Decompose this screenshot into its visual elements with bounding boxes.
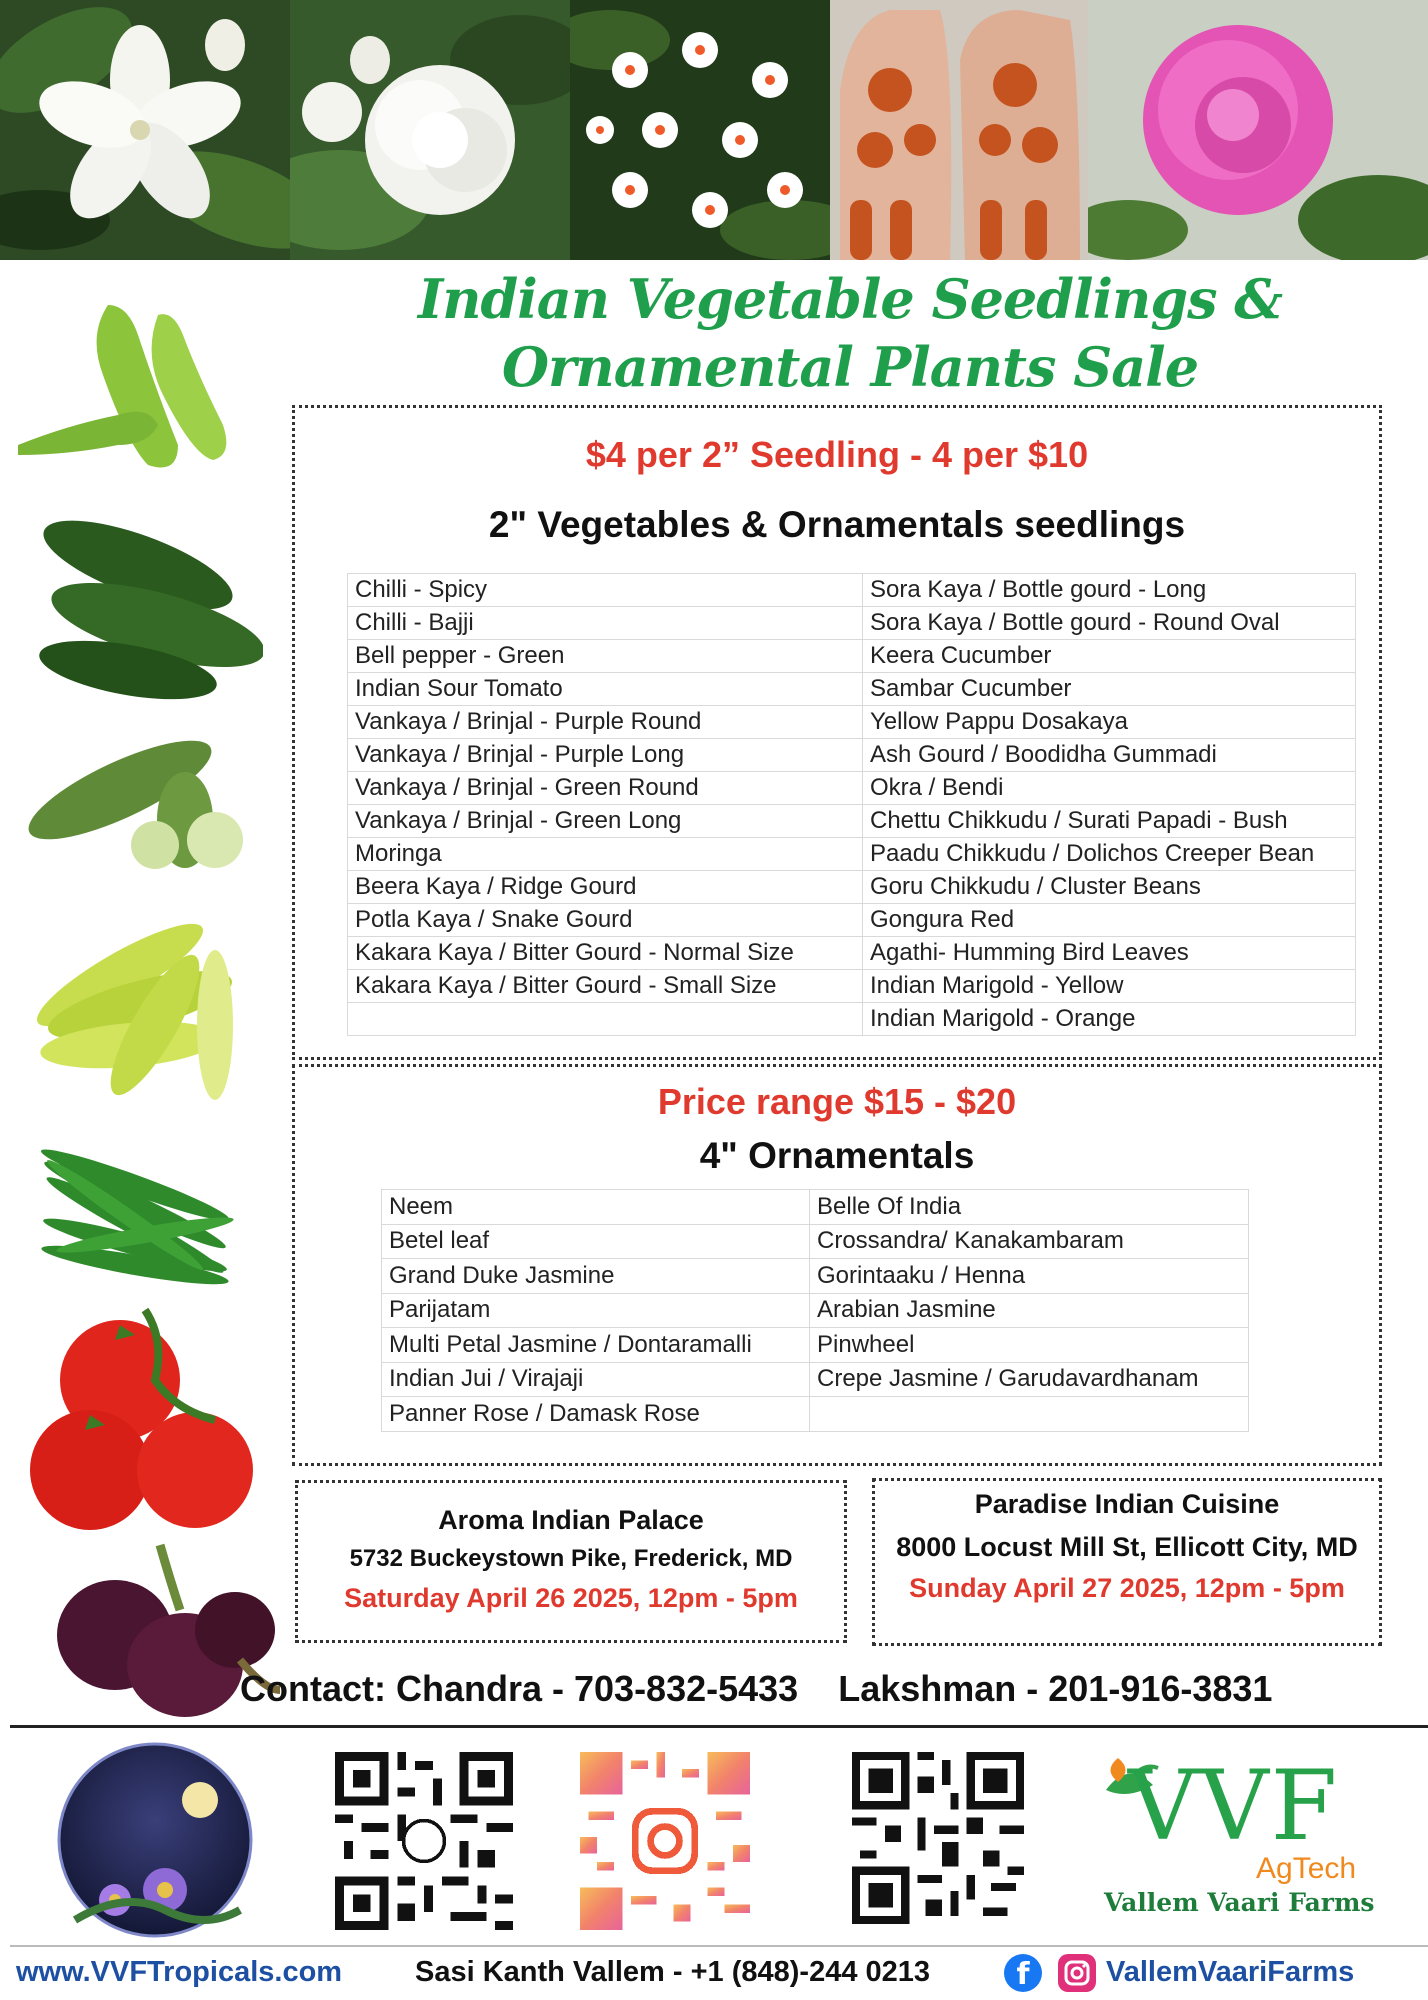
- table-row: [348, 607, 1356, 640]
- venue-name: Paradise Indian Cuisine: [974, 1489, 1280, 1519]
- table-cell: Multi Petal Jasmine / Dontaramalli: [382, 1328, 810, 1363]
- whatsapp-qr-code[interactable]: [335, 1752, 513, 1930]
- henna-palms-photo: [830, 0, 1088, 260]
- page-title-line1: Indian Vegetable Seedlings &: [417, 267, 1283, 331]
- table-cell: Chilli - Spicy: [348, 574, 863, 607]
- ornamentals-section: [292, 1064, 1382, 1466]
- ornamentals-price: Price range $15 - $20: [657, 1081, 1017, 1122]
- contact-line: Contact: Chandra - 703-832-5433 Lakshman - 201-916-3831: [240, 1668, 1273, 1709]
- table-cell: Paadu Chikkudu / Dolichos Creeper Bean: [863, 838, 1356, 871]
- bitter-gourd-image: [38, 505, 263, 705]
- table-cell: Sora Kaya / Bottle gourd - Long: [863, 574, 1356, 607]
- table-cell: Bell pepper - Green: [348, 640, 863, 673]
- footer-line: [0, 1952, 1428, 1996]
- table-cell: Indian Marigold - Yellow: [863, 970, 1356, 1003]
- table-cell: Indian Marigold - Orange: [863, 1003, 1356, 1036]
- table-cell: Crossandra/ Kanakambaram: [810, 1224, 1249, 1259]
- venue-frederick: [295, 1480, 847, 1643]
- table-cell: Vankaya / Brinjal - Green Round: [348, 772, 863, 805]
- venue-address: 8000 Locust Mill St, Ellicott City, MD: [896, 1532, 1358, 1562]
- table-cell: Arabian Jasmine: [810, 1293, 1249, 1328]
- seedling-price: $4 per 2” Seedling - 4 per $10: [585, 434, 1089, 475]
- table-cell: Keera Cucumber: [863, 640, 1356, 673]
- table-cell: Indian Sour Tomato: [348, 673, 863, 706]
- table-cell: Gongura Red: [863, 904, 1356, 937]
- table-row: [348, 1003, 1356, 1036]
- jasmine-photo: [0, 0, 290, 260]
- seedlings-section: [292, 405, 1382, 1060]
- pink-rose-photo: [1088, 0, 1428, 260]
- table-cell: Parijatam: [382, 1293, 810, 1328]
- venue-date: Saturday April 26 2025, 12pm - 5pm: [344, 1583, 798, 1613]
- table-cell: [810, 1397, 1249, 1432]
- facebook-icon[interactable]: f: [1004, 1954, 1042, 1992]
- table-row: [348, 739, 1356, 772]
- table-cell: Sora Kaya / Bottle gourd - Round Oval: [863, 607, 1356, 640]
- table-cell: Kakara Kaya / Bitter Gourd - Small Size: [348, 970, 863, 1003]
- bottle-gourd-image: [8, 295, 233, 480]
- tomato-image: [25, 1300, 265, 1540]
- instagram-qr-code[interactable]: [580, 1752, 750, 1930]
- table-row: [382, 1259, 1249, 1294]
- table-row: [348, 574, 1356, 607]
- seedlings-table: [347, 573, 1356, 1036]
- ornamentals-table: [381, 1189, 1249, 1432]
- table-cell: Pinwheel: [810, 1328, 1249, 1363]
- grand-duke-jasmine-photo: [290, 0, 570, 260]
- table-row: [348, 772, 1356, 805]
- venue-date: Sunday April 27 2025, 12pm - 5pm: [909, 1573, 1345, 1603]
- ridge-gourd-image: [25, 720, 250, 870]
- green-chilli-image: [25, 1125, 250, 1300]
- table-row: [382, 1362, 1249, 1397]
- table-cell: Yellow Pappu Dosakaya: [863, 706, 1356, 739]
- table-cell: Betel leaf: [382, 1224, 810, 1259]
- table-cell: [348, 1003, 863, 1036]
- table-cell: Goru Chikkudu / Cluster Beans: [863, 871, 1356, 904]
- venue-ellicott-city: [872, 1478, 1382, 1646]
- logo-subtitle: AgTech: [1256, 1852, 1357, 1885]
- table-row: [348, 640, 1356, 673]
- phone-contact: Sasi Kanth Vallem - +1 (848)-244 0213: [415, 1956, 931, 1988]
- divider-bottom: [10, 1945, 1428, 1947]
- vvf-agtech-logo: [1098, 1740, 1388, 1940]
- table-cell: Grand Duke Jasmine: [382, 1259, 810, 1294]
- table-cell: Kakara Kaya / Bitter Gourd - Normal Size: [348, 937, 863, 970]
- logo-farm-name: Vallem Vaari Farms: [1104, 1888, 1375, 1917]
- table-cell: Beera Kaya / Ridge Gourd: [348, 871, 863, 904]
- table-cell: Crepe Jasmine / Garudavardhanam: [810, 1362, 1249, 1397]
- table-cell: Chilli - Bajji: [348, 607, 863, 640]
- table-cell: Vankaya / Brinjal - Green Long: [348, 805, 863, 838]
- table-cell: Vankaya / Brinjal - Purple Long: [348, 739, 863, 772]
- table-cell: Sambar Cucumber: [863, 673, 1356, 706]
- table-cell: Belle Of India: [810, 1190, 1249, 1225]
- table-row: [348, 805, 1356, 838]
- footer-strip: [0, 1730, 1428, 1940]
- table-row: [348, 970, 1356, 1003]
- table-row: [382, 1293, 1249, 1328]
- table-cell: Ash Gourd / Boodidha Gummadi: [863, 739, 1356, 772]
- table-cell: Vankaya / Brinjal - Purple Round: [348, 706, 863, 739]
- table-row: [348, 673, 1356, 706]
- venue-name: Aroma Indian Palace: [438, 1505, 704, 1535]
- table-cell: Panner Rose / Damask Rose: [382, 1397, 810, 1432]
- table-row: [382, 1190, 1249, 1225]
- social-handle[interactable]: VallemVaariFarms: [1106, 1956, 1355, 1988]
- table-cell: Gorintaaku / Henna: [810, 1259, 1249, 1294]
- instagram-icon[interactable]: [1058, 1954, 1096, 1992]
- website-link[interactable]: www.VVFTropicals.com: [16, 1956, 343, 1988]
- divider: [10, 1725, 1428, 1728]
- table-row: [382, 1224, 1249, 1259]
- table-row: [348, 871, 1356, 904]
- table-cell: Okra / Bendi: [863, 772, 1356, 805]
- table-row: [382, 1397, 1249, 1432]
- top-photo-strip: [0, 0, 1428, 260]
- page-title-line2: Ornamental Plants Sale: [501, 335, 1199, 399]
- table-cell: Neem: [382, 1190, 810, 1225]
- logo-letters: VVF: [1128, 1750, 1340, 1862]
- table-row: [382, 1328, 1249, 1363]
- table-cell: Moringa: [348, 838, 863, 871]
- ornamentals-heading: 4" Ornamentals: [699, 1135, 975, 1176]
- parijatam-photo: [570, 0, 830, 260]
- table-cell: Agathi- Humming Bird Leaves: [863, 937, 1356, 970]
- website-qr-code[interactable]: [852, 1752, 1024, 1924]
- moon-flower-logo: [55, 1740, 255, 1940]
- table-cell: Potla Kaya / Snake Gourd: [348, 904, 863, 937]
- table-cell: Chettu Chikkudu / Surati Papadi - Bush: [863, 805, 1356, 838]
- venue-address: 5732 Buckeystown Pike, Frederick, MD: [349, 1545, 793, 1572]
- seedlings-heading: 2" Vegetables & Ornamentals seedlings: [488, 504, 1186, 545]
- table-row: [348, 937, 1356, 970]
- table-cell: Indian Jui / Virajaji: [382, 1362, 810, 1397]
- table-row: [348, 706, 1356, 739]
- table-row: [348, 904, 1356, 937]
- bajji-chilli-image: [20, 885, 245, 1110]
- table-row: [348, 838, 1356, 871]
